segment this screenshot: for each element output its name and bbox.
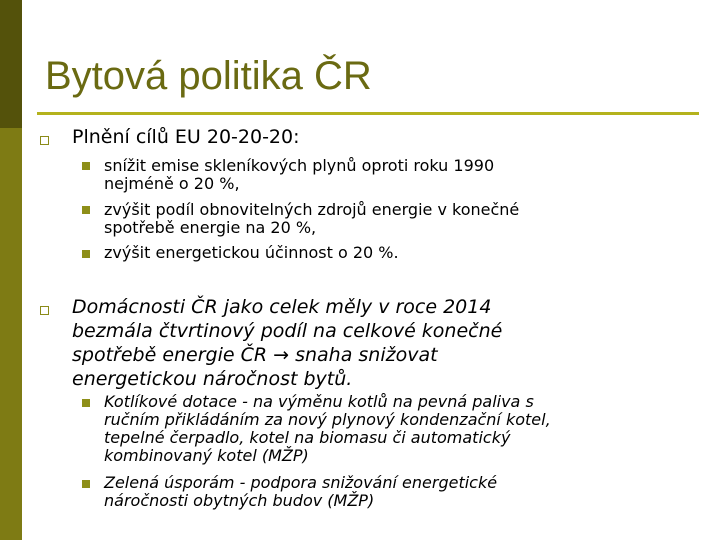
square-bullet-icon xyxy=(82,250,90,258)
list-item-line: snížit emise skleníkových plynů oproti roku 1990 xyxy=(104,156,495,175)
section-2-heading-line: Domácnosti ČR jako celek měly v roce 2014 xyxy=(72,296,492,318)
list-item-line: zvýšit podíl obnovitelných zdrojů energie v konečné xyxy=(104,200,520,219)
list-item-line: tepelné čerpadlo, kotel na biomasu či automatický xyxy=(104,428,511,447)
list-item-line: Zelená úsporám - podpora snižování energetické xyxy=(104,473,498,492)
square-bullet-icon xyxy=(40,306,49,315)
list-item-line: zvýšit energetickou účinnost o 20 %. xyxy=(104,243,399,262)
square-bullet-icon xyxy=(40,136,49,145)
square-bullet-icon xyxy=(82,480,90,488)
slide-title: Bytová politika ČR xyxy=(45,54,372,98)
square-bullet-icon xyxy=(82,162,90,170)
square-bullet-icon xyxy=(82,206,90,214)
list-item-line: náročnosti obytných budov (MŽP) xyxy=(104,491,375,510)
section-1-heading: Plnění cílů EU 20-20-20: xyxy=(72,126,300,148)
list-item-line: ručním přikládáním za nový plynový kondenzační kotel, xyxy=(104,410,551,429)
list-item-line: kombinovaný kotel (MŽP) xyxy=(104,446,309,465)
list-item-line: Kotlíkové dotace - na výměnu kotlů na pevná paliva s xyxy=(104,392,534,411)
list-item-line: nejméně o 20 %, xyxy=(104,174,240,193)
title-underline xyxy=(37,112,699,115)
section-2-heading-line: energetickou náročnost bytů. xyxy=(72,368,353,390)
decorative-sidebar-top xyxy=(0,0,22,128)
section-2-heading-line: bezmála čtvrtinový podíl na celkové konečné xyxy=(72,320,503,342)
square-bullet-icon xyxy=(82,399,90,407)
section-2-heading-line: spotřebě energie ČR → snaha snižovat xyxy=(72,344,438,366)
list-item-line: spotřebě energie na 20 %, xyxy=(104,218,317,237)
